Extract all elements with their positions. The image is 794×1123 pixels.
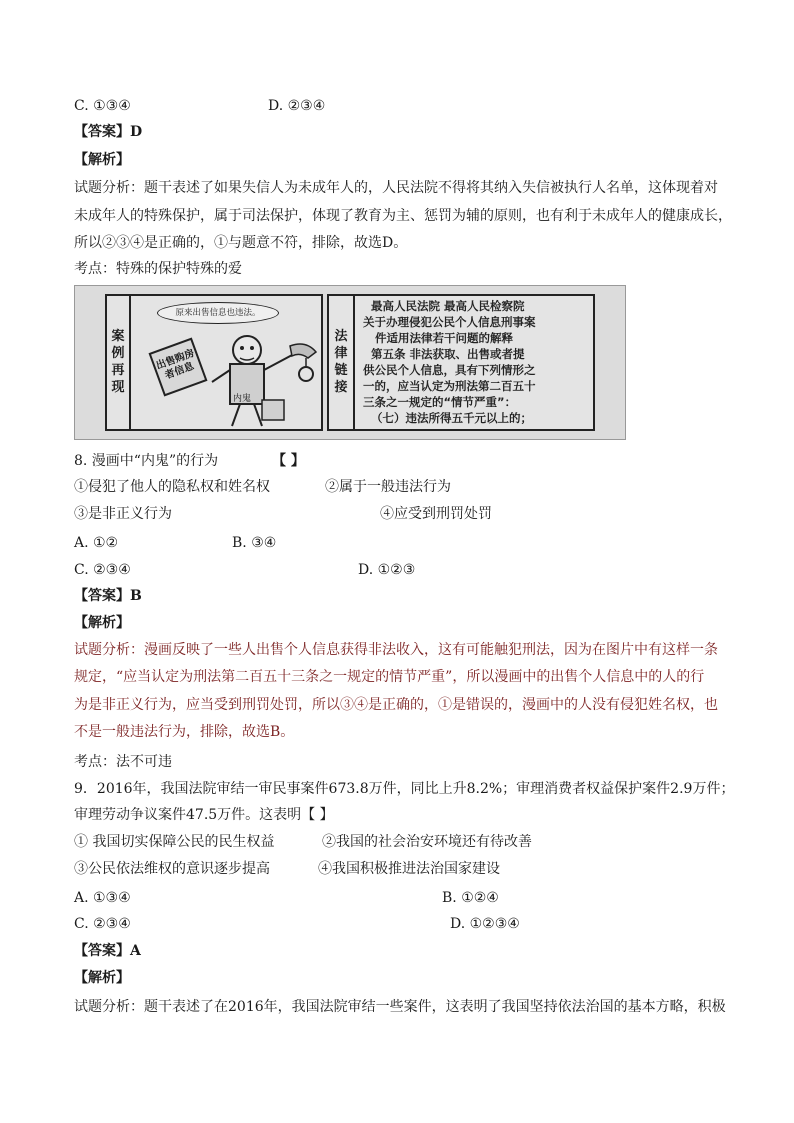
q8-answer: 【答案】B	[74, 588, 142, 604]
q9-stem-line-2: 审理劳动争议案件47.5万件。这表明【 】	[74, 807, 334, 823]
q8-statement-1: ①侵犯了他人的隐私权和姓名权	[74, 479, 270, 495]
q8-analysis-line-2: 规定，“应当认定为刑法第二百五十三条之一规定的情节严重”，所以漫画中的出售个人信息中的人的行	[74, 669, 705, 685]
q9-statement-3: ③公民依法维权的意识逐步提高	[74, 861, 270, 877]
q8-analysis-line-3: 为是非正义行为，应当受到刑罚处罚，所以③④是正确的，①是错误的，漫画中的人没有侵犯姓名权，也	[74, 697, 718, 713]
case-label: 案例再现	[111, 329, 125, 395]
law-line-2: 关于办理侵犯公民个人信息刑事案	[363, 315, 536, 329]
q7-analysis-line-2: 未成年人的特殊保护，属于司法保护，体现了教育为主、惩罚为辅的原则，也有利于未成年人的健康成长，	[74, 208, 732, 224]
q8-statement-4: ④应受到刑罚处罚	[380, 506, 492, 522]
q8-option-b: B. ③④	[232, 535, 277, 551]
q8-statement-3: ③是非正义行为	[74, 506, 172, 522]
law-line-8: （七）违法所得五千元以上的；	[371, 411, 532, 425]
law-line-4: 第五条 非法获取、出售或者提	[371, 347, 525, 361]
q7-answer: 【答案】D	[74, 124, 143, 140]
law-line-3: 件适用法律若干问题的解释	[375, 331, 513, 345]
q9-analysis-line-1: 试题分析：题干表述了在2016年，我国法院审结一些案件，这表明了我国坚持依法治国的基本方略，积极	[74, 999, 726, 1015]
q9-statement-4: ④我国积极推进法治国家建设	[318, 861, 500, 877]
q7-analysis-line-3: 所以②③④是正确的，①与题意不符，排除，故选D。	[74, 235, 408, 251]
cartoon-figure-illustration	[202, 322, 320, 430]
q7-option-c: C. ①③④	[74, 98, 131, 114]
q9-option-b: B. ①②④	[442, 890, 499, 906]
speech-bubble: 原来出售信息也违法。	[157, 302, 279, 324]
case-panel	[105, 294, 323, 431]
q8-option-a: A. ①②	[74, 535, 119, 551]
q8-statement-2: ②属于一般违法行为	[325, 479, 451, 495]
law-line-6: 一的，应当认定为刑法第二百五十	[363, 379, 536, 393]
q9-analysis-label: 【解析】	[74, 970, 130, 986]
q9-option-d: D. ①②③④	[450, 916, 520, 932]
q7-analysis-line-1: 试题分析：题干表述了如果失信人为未成年人的，人民法院不得将其纳入失信被执行人名单，这体现着对	[74, 180, 718, 196]
q8-analysis-label: 【解析】	[74, 615, 130, 631]
q9-statement-2: ②我国的社会治安环境还有待改善	[322, 834, 532, 850]
cartoon-image	[74, 285, 626, 440]
law-line-1: 最高人民法院 最高人民检察院	[371, 299, 525, 313]
law-line-5: 供公民个人信息，具有下列情形之	[363, 363, 536, 377]
law-link-label: 法律链接	[334, 329, 348, 395]
q9-answer: 【答案】A	[74, 943, 141, 959]
q8-kaodian: 考点：法不可违	[74, 754, 172, 770]
q9-option-c: C. ②③④	[74, 916, 131, 932]
q7-kaodian: 考点：特殊的保护特殊的爱	[74, 261, 242, 277]
insider-label: 内鬼	[233, 394, 252, 404]
q7-option-d: D. ②③④	[268, 98, 326, 114]
q9-stem-line-1: 9．2016年，我国法院审结一审民事案件673.8万件，同比上升8.2%；审理消费者权益保护案件2.9万件；	[74, 781, 735, 797]
q8-analysis-line-1: 试题分析：漫画反映了一些人出售个人信息获得非法收入，这有可能触犯刑法，因为在图片中有这样一条	[74, 642, 718, 658]
q8-analysis-line-4: 不是一般违法行为，排除，故选B。	[74, 724, 295, 740]
q8-answer-bracket: 【 】	[272, 453, 305, 469]
q8-option-d: D. ①②③	[358, 562, 416, 578]
q7-analysis-label: 【解析】	[74, 152, 130, 168]
q8-stem: 8. 漫画中“内鬼”的行为	[74, 453, 219, 469]
q8-option-c: C. ②③④	[74, 562, 131, 578]
q9-statement-1: ① 我国切实保障公民的民生权益	[74, 834, 275, 850]
sign-board: 出售购房者信息	[149, 338, 208, 397]
q9-option-a: A. ①③④	[74, 890, 131, 906]
law-panel	[327, 294, 595, 431]
law-line-7: 三条之一规定的“情节严重”：	[363, 395, 517, 409]
